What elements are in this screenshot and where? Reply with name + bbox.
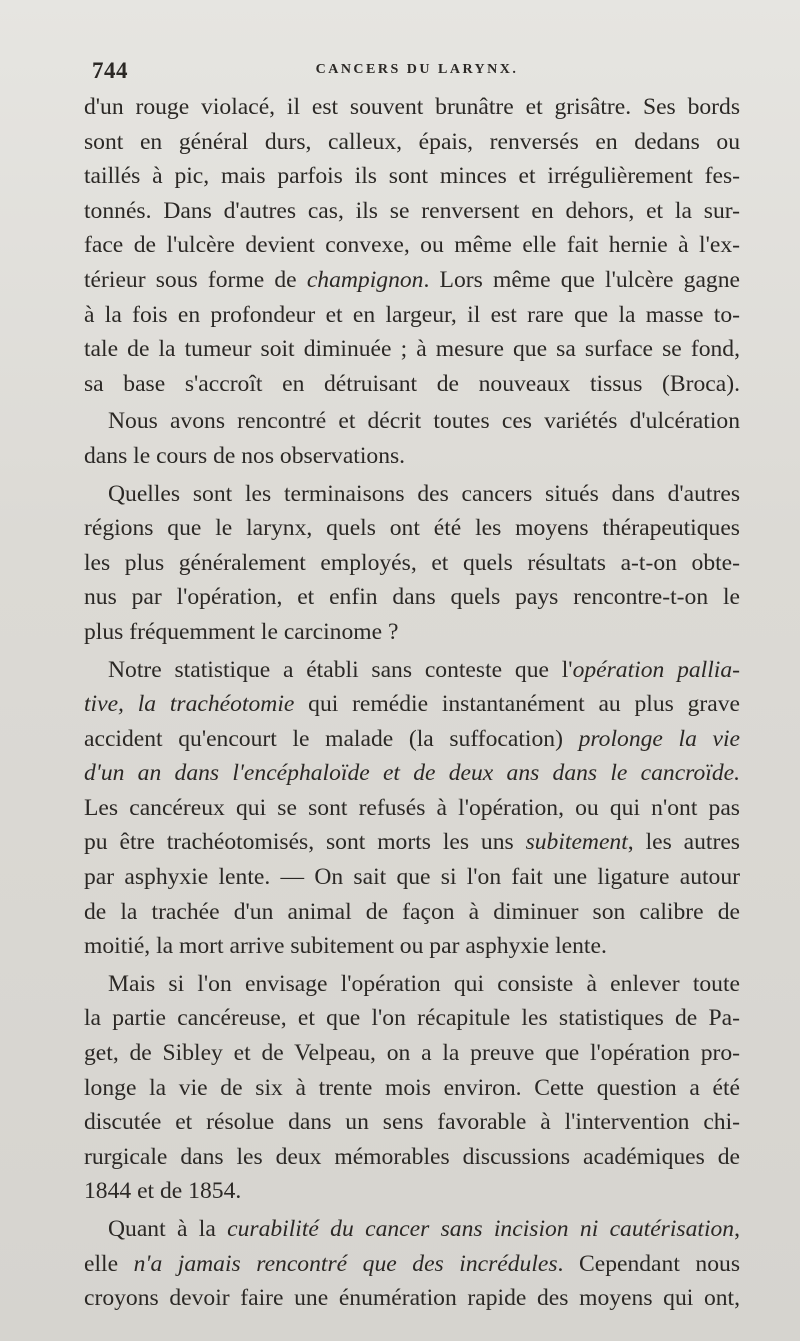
text-line [84,860,740,895]
text-line [84,895,740,930]
text-line [84,404,740,439]
text-run: taillés à pic, mais parfois ils sont minces et irrégulièrement fes- [84,163,740,190]
text-run: 1844 et de 1854. [84,1178,242,1205]
text-line [84,546,740,581]
text-run: sont en général durs, calleux, épais, renversés en dedans ou [84,128,740,155]
italic-phrase: prolonge la vie [578,725,740,752]
text-run: get, de Sibley et de Velpeau, on a la preuve que l'opération pro- [84,1040,740,1067]
text-run: Quelles sont les terminaisons des cancers situés dans d'autres [108,480,740,507]
italic-phrase: opération pallia- [572,656,741,683]
text-run: térieur sous forme de [84,266,307,293]
text-line [84,687,740,722]
paragraph [84,477,740,650]
text-run: moitié, la mort arrive subitement ou par asphyxie lente. [84,933,607,960]
italic-phrase: tive, la trachéotomie [84,691,295,718]
paragraph [84,967,740,1209]
text-line [84,367,740,402]
text-run: tale de la tumeur soit diminuée ; à mesure que sa surface se fond, [84,336,740,363]
text-line [84,159,740,194]
text-line [84,263,740,298]
body-text [84,90,740,1316]
text-run: sa base s'accroît en détruisant de nouveaux tissus (Broca). [84,370,740,397]
text-line [84,332,740,367]
text-line [84,1174,740,1209]
text-run: . Lors même que l'ulcère gagne [423,266,740,293]
text-line [84,1247,740,1282]
text-run: les plus généralement employés, et quels résultats a-t-on obte- [84,549,740,576]
text-line [84,653,740,688]
text-run: par asphyxie lente. — On sait que si l'on fait une ligature autour [84,864,740,891]
italic-phrase: champignon [306,266,424,293]
paragraph [84,90,740,401]
text-line [84,125,740,160]
text-run: croyons devoir faire une énumération rapide des moyens qui ont, [84,1285,740,1312]
text-line [84,228,740,263]
text-line [84,1036,740,1071]
italic-phrase: d'un an dans l'encéphaloïde et de deux ans dans le cancroïde. [84,760,740,787]
text-line [84,1105,740,1140]
text-line [84,580,740,615]
text-line [84,477,740,512]
text-line [84,756,740,791]
text-run: longe la vie de six à trente mois environ. Cette question a été [84,1074,740,1101]
running-title: CANCERS DU LARYNX. [315,62,519,77]
italic-phrase: subitement [525,829,628,856]
text-run: qui remédie instantanément au plus grave [294,691,740,718]
text-line [84,90,740,125]
text-run: Les cancéreux qui se sont refusés à l'opération, ou qui n'ont pas [84,794,740,821]
text-line [84,511,740,546]
text-line [84,439,740,474]
text-run: elle [84,1250,134,1277]
text-run: pu être trachéotomisés, sont morts les uns [84,829,526,856]
text-line [84,1071,740,1106]
text-run: régions que le larynx, quels ont été les moyens thérapeutiques [84,515,740,542]
text-run: Notre statistique a établi sans conteste que l' [108,656,573,683]
text-line [84,194,740,229]
text-line [84,1140,740,1175]
text-run: de la trachée d'un animal de façon à diminuer son calibre de [84,898,740,925]
text-run: plus fréquemment le carcinome ? [84,618,399,645]
text-line [84,1281,740,1316]
text-line [84,967,740,1002]
text-line [84,722,740,757]
text-line [84,825,740,860]
text-run: , [734,1216,740,1242]
text-run: Mais si l'on envisage l'opération qui consiste à enlever toute [108,970,740,997]
text-run: rurgicale dans les deux mémorables discussions académiques de [84,1143,740,1170]
text-line [84,615,740,650]
page-number: 744 [92,58,128,83]
text-run: Quant à la [108,1216,228,1242]
text-run: accident qu'encourt le malade (la suffocation) [84,725,579,752]
text-line [84,1001,740,1036]
italic-phrase: n'a jamais rencontré que des incrédules [133,1250,558,1277]
italic-phrase: curabilité du cancer sans incision ni cautérisation [227,1216,735,1242]
paragraph [84,653,740,964]
text-run: d'un rouge violacé, il est souvent brunâtre et grisâtre. Ses bords [84,94,740,120]
text-run: tonnés. Dans d'autres cas, ils se renversent en dehors, et la sur- [84,197,740,224]
text-line [84,298,740,333]
text-run: à la fois en profondeur et en largeur, il est rare que la masse to- [84,301,740,328]
text-run: la partie cancéreuse, et que l'on récapitule les statistiques de Pa- [84,1005,740,1032]
paragraph [84,1212,740,1316]
text-run: nus par l'opération, et enfin dans quels pays rencontre-t-on le [84,584,740,611]
text-run: , les autres [627,829,740,856]
text-run: . Cependant nous [557,1250,741,1277]
text-line [84,791,740,826]
text-run: dans le cours de nos observations. [84,442,406,469]
paragraph [84,404,740,473]
page-header [92,58,742,88]
text-run: discutée et résolue dans un sens favorable à l'intervention chi- [84,1109,740,1136]
text-run: face de l'ulcère devient convexe, ou même elle fait hernie à l'ex- [84,232,740,259]
text-line [84,1212,740,1247]
text-line [84,929,740,964]
text-run: Nous avons rencontré et décrit toutes ces variétés d'ulcération [108,408,740,435]
